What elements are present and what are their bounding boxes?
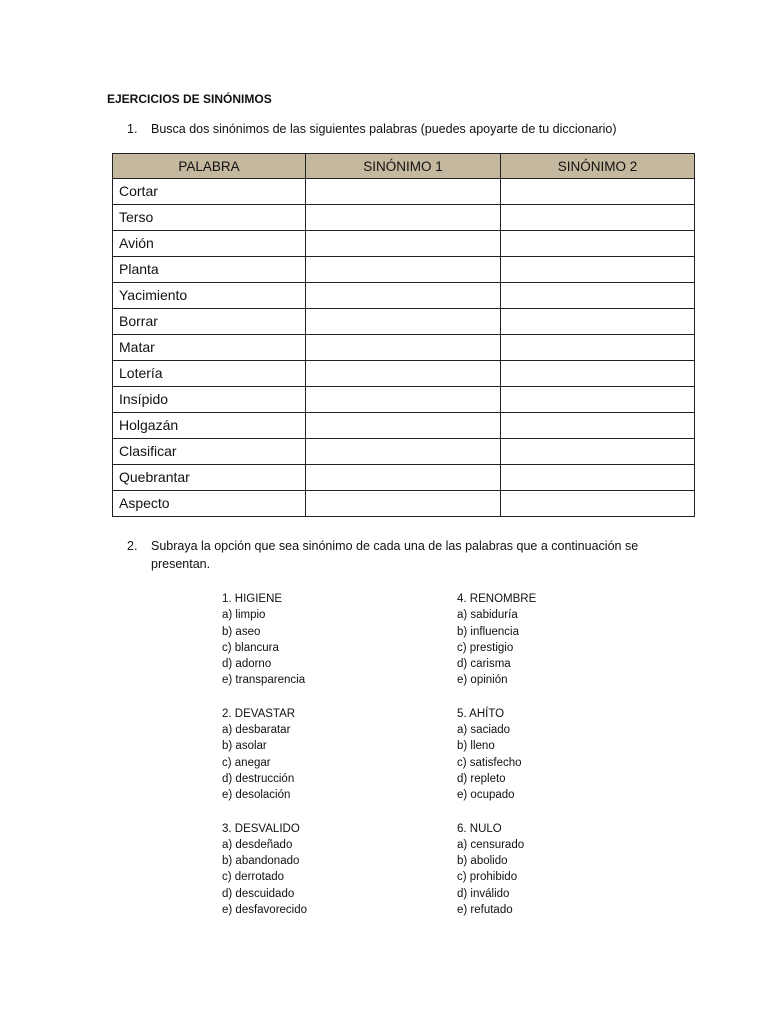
word-cell: Planta xyxy=(113,257,306,283)
exercise-1-text: Busca dos sinónimos de las siguientes palabras (puedes apoyarte de tu diccionario) xyxy=(151,122,617,136)
question-block xyxy=(222,821,422,919)
table-row xyxy=(113,491,695,517)
synonyms-table-body xyxy=(113,179,695,517)
synonym-2-cell[interactable] xyxy=(501,491,695,517)
word-cell: Lotería xyxy=(113,361,306,387)
synonym-1-cell[interactable] xyxy=(306,491,501,517)
synonym-1-cell[interactable] xyxy=(306,205,501,231)
word-cell: Borrar xyxy=(113,309,306,335)
word-cell: Holgazán xyxy=(113,413,306,439)
question-option[interactable]: d) repleto xyxy=(457,772,506,785)
synonym-2-cell[interactable] xyxy=(501,439,695,465)
question-option[interactable]: b) asolar xyxy=(222,740,267,753)
question-option[interactable]: a) censurado xyxy=(457,838,525,851)
synonym-2-cell[interactable] xyxy=(501,309,695,335)
question-option[interactable]: c) derrotado xyxy=(222,871,285,884)
word-cell: Yacimiento xyxy=(113,283,306,309)
table-row xyxy=(113,179,695,205)
synonym-2-cell[interactable] xyxy=(501,257,695,283)
exercise-2-text: Subraya la opción que sea sinónimo de cada una de las palabras que a continuación se presentan. xyxy=(151,539,639,571)
exercise-2-number: 2. xyxy=(127,539,138,553)
word-cell: Aspecto xyxy=(113,491,306,517)
table-row xyxy=(113,361,695,387)
synonym-2-cell[interactable] xyxy=(501,335,695,361)
synonym-1-cell[interactable] xyxy=(306,335,501,361)
question-option[interactable]: b) aseo xyxy=(222,625,261,638)
question-option[interactable]: a) limpio xyxy=(222,609,266,622)
table-row xyxy=(113,283,695,309)
question-option[interactable]: b) lleno xyxy=(457,740,495,753)
question-title: 6. NULO xyxy=(457,822,502,835)
question-title: 4. RENOMBRE xyxy=(457,593,537,605)
question-option[interactable]: c) blancura xyxy=(222,641,279,654)
header-sinonimo-2: SINÓNIMO 2 xyxy=(501,154,695,179)
synonym-2-cell[interactable] xyxy=(501,387,695,413)
synonym-1-cell[interactable] xyxy=(306,439,501,465)
table-row xyxy=(113,387,695,413)
question-option[interactable]: c) anegar xyxy=(222,756,271,769)
word-cell: Matar xyxy=(113,335,306,361)
question-block xyxy=(222,706,422,804)
question-option[interactable]: e) opinión xyxy=(457,674,508,687)
synonym-1-cell[interactable] xyxy=(306,283,501,309)
questions-column-left xyxy=(222,591,422,935)
synonym-1-cell[interactable] xyxy=(306,465,501,491)
question-option[interactable]: e) transparencia xyxy=(222,674,306,687)
synonym-2-cell[interactable] xyxy=(501,283,695,309)
synonym-2-cell[interactable] xyxy=(501,205,695,231)
synonym-1-cell[interactable] xyxy=(306,413,501,439)
word-cell: Terso xyxy=(113,205,306,231)
table-header-row xyxy=(113,154,695,179)
question-option[interactable]: e) desolación xyxy=(222,789,291,802)
question-option[interactable]: a) desdeñado xyxy=(222,838,293,851)
question-block xyxy=(222,591,422,689)
synonym-1-cell[interactable] xyxy=(306,309,501,335)
word-cell: Insípido xyxy=(113,387,306,413)
synonym-2-cell[interactable] xyxy=(501,465,695,491)
question-option[interactable]: c) prohibido xyxy=(457,871,518,884)
question-option[interactable]: b) abolido xyxy=(457,855,508,868)
synonyms-table xyxy=(112,153,695,517)
word-cell: Clasificar xyxy=(113,439,306,465)
synonym-2-cell[interactable] xyxy=(501,231,695,257)
question-option[interactable]: e) ocupado xyxy=(457,789,515,802)
table-row xyxy=(113,309,695,335)
page-title: EJERCICIOS DE SINÓNIMOS xyxy=(107,92,272,106)
table-row xyxy=(113,205,695,231)
table-row xyxy=(113,335,695,361)
question-title: 1. HIGIENE xyxy=(222,593,283,605)
question-option[interactable]: d) adorno xyxy=(222,658,272,671)
header-sinonimo-1: SINÓNIMO 1 xyxy=(306,154,501,179)
word-cell: Cortar xyxy=(113,179,306,205)
question-option[interactable]: b) influencia xyxy=(457,625,520,638)
question-option[interactable]: e) refutado xyxy=(457,904,513,917)
question-block xyxy=(457,821,657,919)
question-block xyxy=(457,591,657,689)
table-row xyxy=(113,439,695,465)
synonym-2-cell[interactable] xyxy=(501,361,695,387)
question-block xyxy=(457,706,657,804)
word-cell: Quebrantar xyxy=(113,465,306,491)
question-option[interactable]: e) desfavorecido xyxy=(222,904,308,917)
synonym-2-cell[interactable] xyxy=(501,413,695,439)
question-option[interactable]: a) saciado xyxy=(457,724,511,737)
question-title: 5. AHÍTO xyxy=(457,707,505,720)
synonym-2-cell[interactable] xyxy=(501,179,695,205)
question-option[interactable]: d) destrucción xyxy=(222,772,295,785)
question-option[interactable]: d) carisma xyxy=(457,658,511,671)
table-row xyxy=(113,413,695,439)
question-option[interactable]: a) sabiduría xyxy=(457,609,518,622)
exercise-2-instruction xyxy=(127,537,687,577)
exercise-1-number: 1. xyxy=(127,122,138,136)
question-option[interactable]: d) descuidado xyxy=(222,887,295,900)
synonym-1-cell[interactable] xyxy=(306,257,501,283)
synonym-1-cell[interactable] xyxy=(306,231,501,257)
synonym-1-cell[interactable] xyxy=(306,179,501,205)
question-option[interactable]: b) abandonado xyxy=(222,855,300,868)
header-palabra: PALABRA xyxy=(113,154,306,179)
questions-column-right xyxy=(457,591,657,935)
question-option[interactable]: c) satisfecho xyxy=(457,756,522,769)
synonym-1-cell[interactable] xyxy=(306,387,501,413)
table-row xyxy=(113,231,695,257)
exercise-1-instruction xyxy=(127,120,687,140)
question-title: 3. DESVALIDO xyxy=(222,822,300,835)
question-option[interactable]: d) inválido xyxy=(457,887,510,900)
table-row xyxy=(113,465,695,491)
question-title: 2. DEVASTAR xyxy=(222,707,296,720)
table-row xyxy=(113,257,695,283)
word-cell: Avión xyxy=(113,231,306,257)
question-option[interactable]: a) desbaratar xyxy=(222,724,291,737)
question-option[interactable]: c) prestigio xyxy=(457,641,514,654)
synonym-1-cell[interactable] xyxy=(306,361,501,387)
